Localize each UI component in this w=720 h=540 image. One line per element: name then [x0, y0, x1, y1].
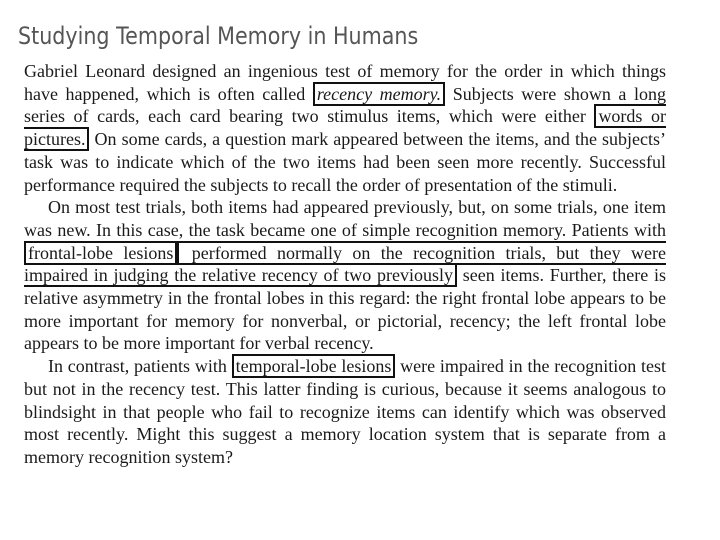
paragraph-1-text-a: Gabriel Leonard designed an ingenious test of memory for the order in which things have happened, which is often called: [24, 61, 666, 104]
paragraph-3: [24, 355, 666, 469]
highlight-temporal-lobe-lesions: temporal-lobe lesions: [232, 354, 396, 378]
slide-title: Studying Temporal Memory in Humans: [18, 22, 419, 50]
paragraph-3-text-a: In contrast, patients with: [48, 356, 232, 377]
highlight-frontal-lobe-lesions: frontal-lobe lesions: [24, 241, 177, 265]
highlight-recency-memory: recency memory.: [313, 82, 445, 106]
text-body: [24, 60, 666, 469]
paragraph-1-text-c: On some cards, a question mark appeared between the items, and the subjects’ task was to indicate which of the two items had been seen more recently. Successful performance required the subjects to recall the order of presentation of the stimuli.: [24, 129, 666, 195]
highlight-words-or-pictures: words or pictures.: [24, 106, 666, 150]
paragraph-3-text-b: were impaired in the recognition test but not in the recency test. This latter finding is curious, because it seems analogous to blindsight in that people who fail to recognize items can identify which was observed most recently. Might this suggest a memory location system that is separate from a memory recognition system?: [24, 356, 666, 467]
paragraph-2: [24, 196, 666, 355]
paragraph-1: [24, 60, 666, 196]
paragraph-2-text-b: seen items. Further, there is relative asymmetry in the frontal lobes in this regard: the right frontal lobe appears to be more important for memory for nonverbal, or pictorial, recency; the left frontal lobe appears to be more important for verbal recency.: [24, 265, 667, 354]
paragraph-1-text-b: Subjects were shown a long series of cards, each card bearing two stimulus items, which were either: [24, 83, 666, 127]
highlight-normal-recognition-impaired-recency: performed normally on the recognition trials, but they were impaired in judging the relative recency of two previously: [24, 242, 667, 286]
paragraph-2-text-a: On most test trials, both items had appeared previously, but, on some trials, one item was new. In this case, the task became one of simple recognition memory. Patients with: [24, 197, 666, 240]
